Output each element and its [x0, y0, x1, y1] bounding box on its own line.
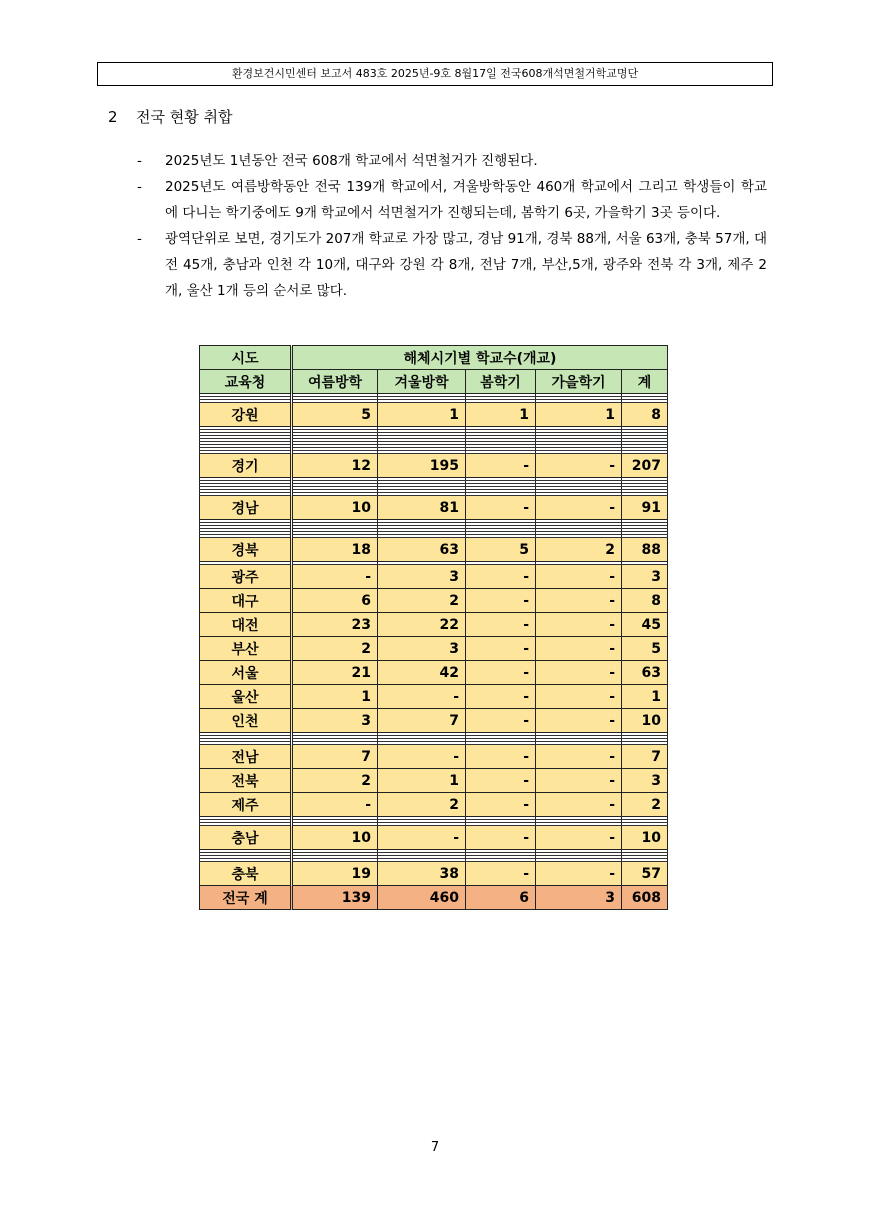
count-cell: 1: [292, 685, 378, 709]
table-row: [200, 589, 668, 613]
table-row: [200, 826, 668, 850]
count-cell: 81: [378, 496, 466, 520]
header-office: 교육청: [200, 370, 292, 394]
count-cell: 2: [378, 793, 466, 817]
count-cell: 7: [622, 745, 668, 769]
count-cell: -: [466, 661, 536, 685]
count-cell: 6: [292, 589, 378, 613]
bullet-item: [137, 174, 767, 226]
header-autumn: 가을학기: [536, 370, 622, 394]
count-cell: -: [536, 826, 622, 850]
count-cell: 195: [378, 454, 466, 478]
bullet-marker: -: [137, 179, 142, 195]
count-cell: 1: [378, 403, 466, 427]
count-cell: 8: [622, 589, 668, 613]
table-row: [200, 685, 668, 709]
count-cell: -: [466, 454, 536, 478]
count-cell: 3: [378, 637, 466, 661]
region-name: 전북: [200, 769, 292, 793]
count-cell: 10: [292, 826, 378, 850]
count-cell: 45: [622, 613, 668, 637]
bullet-marker: -: [137, 231, 142, 247]
header-sido: 시도: [200, 346, 292, 370]
count-cell: 63: [378, 538, 466, 562]
count-cell: -: [536, 793, 622, 817]
count-cell: -: [466, 745, 536, 769]
report-header: 환경보건시민센터 보고서 483호 2025년-9호 8월17일 전국608개석면철거학교명단: [97, 62, 773, 86]
region-name: 울산: [200, 685, 292, 709]
count-cell: 23: [292, 613, 378, 637]
count-cell: -: [536, 637, 622, 661]
count-cell: -: [466, 589, 536, 613]
count-cell: -: [466, 565, 536, 589]
region-name: 인천: [200, 709, 292, 733]
total-cell: 608: [622, 886, 668, 910]
section-number: 2: [108, 108, 118, 126]
bullet-marker: -: [137, 153, 142, 169]
count-cell: -: [466, 685, 536, 709]
count-cell: -: [536, 454, 622, 478]
count-cell: 10: [292, 496, 378, 520]
count-cell: 3: [292, 709, 378, 733]
count-cell: 63: [622, 661, 668, 685]
count-cell: -: [536, 709, 622, 733]
count-cell: -: [536, 769, 622, 793]
table-row: [200, 793, 668, 817]
count-cell: -: [536, 496, 622, 520]
bullet-text: 2025년도 1년동안 전국 608개 학교에서 석면철거가 진행된다.: [165, 153, 538, 169]
count-cell: 2: [292, 637, 378, 661]
count-cell: -: [292, 565, 378, 589]
count-cell: 2: [536, 538, 622, 562]
region-name: 경남: [200, 496, 292, 520]
table-row: [200, 538, 668, 562]
header-group-title: 해체시기별 학교수(개교): [292, 346, 668, 370]
count-cell: -: [466, 769, 536, 793]
count-cell: 5: [622, 637, 668, 661]
header-winter: 겨울방학: [378, 370, 466, 394]
count-cell: 207: [622, 454, 668, 478]
count-cell: 5: [292, 403, 378, 427]
total-cell: 6: [466, 886, 536, 910]
count-cell: -: [378, 685, 466, 709]
count-cell: 22: [378, 613, 466, 637]
count-cell: -: [292, 793, 378, 817]
region-name: 제주: [200, 793, 292, 817]
count-cell: -: [466, 826, 536, 850]
count-cell: -: [466, 709, 536, 733]
section-title: 전국 현황 취합: [136, 108, 233, 126]
region-name: 경북: [200, 538, 292, 562]
count-cell: 7: [292, 745, 378, 769]
count-cell: 12: [292, 454, 378, 478]
count-cell: 1: [622, 685, 668, 709]
table-row: [200, 745, 668, 769]
total-cell: 460: [378, 886, 466, 910]
count-cell: -: [536, 589, 622, 613]
bullet-item: [137, 226, 767, 304]
count-cell: 1: [536, 403, 622, 427]
page-number: 7: [430, 1140, 440, 1155]
count-cell: -: [536, 685, 622, 709]
count-cell: 88: [622, 538, 668, 562]
table-row: [200, 565, 668, 589]
region-name: 광주: [200, 565, 292, 589]
section-heading: [108, 106, 232, 127]
table-row: [200, 769, 668, 793]
region-name: 강원: [200, 403, 292, 427]
total-label: 전국 계: [200, 886, 292, 910]
count-cell: 19: [292, 862, 378, 886]
count-cell: 3: [378, 565, 466, 589]
count-cell: 2: [622, 793, 668, 817]
table-row: [200, 637, 668, 661]
count-cell: 5: [466, 538, 536, 562]
count-cell: -: [378, 745, 466, 769]
region-name: 경기: [200, 454, 292, 478]
count-cell: 3: [622, 565, 668, 589]
bullet-list: [137, 148, 767, 304]
table-body: [200, 394, 668, 910]
region-name: 전남: [200, 745, 292, 769]
count-cell: 1: [466, 403, 536, 427]
count-cell: 42: [378, 661, 466, 685]
count-cell: -: [466, 613, 536, 637]
table-row: [200, 613, 668, 637]
region-name: 충북: [200, 862, 292, 886]
table-row: [200, 862, 668, 886]
count-cell: -: [466, 496, 536, 520]
region-name: 서울: [200, 661, 292, 685]
count-cell: 3: [622, 769, 668, 793]
count-cell: -: [536, 862, 622, 886]
total-cell: 3: [536, 886, 622, 910]
count-cell: -: [536, 661, 622, 685]
count-cell: 1: [378, 769, 466, 793]
table-row: [200, 454, 668, 478]
region-name: 충남: [200, 826, 292, 850]
count-cell: 7: [378, 709, 466, 733]
region-name: 부산: [200, 637, 292, 661]
bullet-text: 2025년도 여름방학동안 전국 139개 학교에서, 겨울방학동안 460개 학교에서 그리고 학생들이 학교에 다니는 학기중에도 9개 학교에서 석면철거가 진행되는데, 봄학기 6곳, 가을학기 3곳 등이다.: [165, 179, 767, 221]
count-cell: -: [536, 565, 622, 589]
total-cell: 139: [292, 886, 378, 910]
total-row: [200, 886, 668, 910]
table-row: [200, 709, 668, 733]
count-cell: -: [466, 793, 536, 817]
school-count-table-wrapper: [199, 345, 668, 910]
region-name: 대구: [200, 589, 292, 613]
header-total: 계: [622, 370, 668, 394]
table-row: [200, 661, 668, 685]
bullet-text: 광역단위로 보면, 경기도가 207개 학교로 가장 많고, 경남 91개, 경북 88개, 서울 63개, 충북 57개, 대전 45개, 충남과 인천 각 10개, 대구와 강원 각 8개, 전남 7개, 부산,5개, 광주와 전북 각 3개, 제주 2개, 울산 1개 등의 순서로 많다.: [165, 231, 767, 299]
count-cell: -: [536, 745, 622, 769]
count-cell: 91: [622, 496, 668, 520]
count-cell: 10: [622, 826, 668, 850]
count-cell: 8: [622, 403, 668, 427]
bullet-item: [137, 148, 767, 174]
count-cell: -: [466, 637, 536, 661]
table-row: [200, 496, 668, 520]
count-cell: 2: [378, 589, 466, 613]
count-cell: 21: [292, 661, 378, 685]
table-row: [200, 403, 668, 427]
count-cell: 57: [622, 862, 668, 886]
count-cell: 38: [378, 862, 466, 886]
count-cell: -: [536, 613, 622, 637]
header-summer: 여름방학: [292, 370, 378, 394]
count-cell: 10: [622, 709, 668, 733]
count-cell: -: [378, 826, 466, 850]
count-cell: 18: [292, 538, 378, 562]
count-cell: 2: [292, 769, 378, 793]
header-spring: 봄학기: [466, 370, 536, 394]
school-count-table: [199, 345, 668, 910]
region-name: 대전: [200, 613, 292, 637]
count-cell: -: [466, 862, 536, 886]
